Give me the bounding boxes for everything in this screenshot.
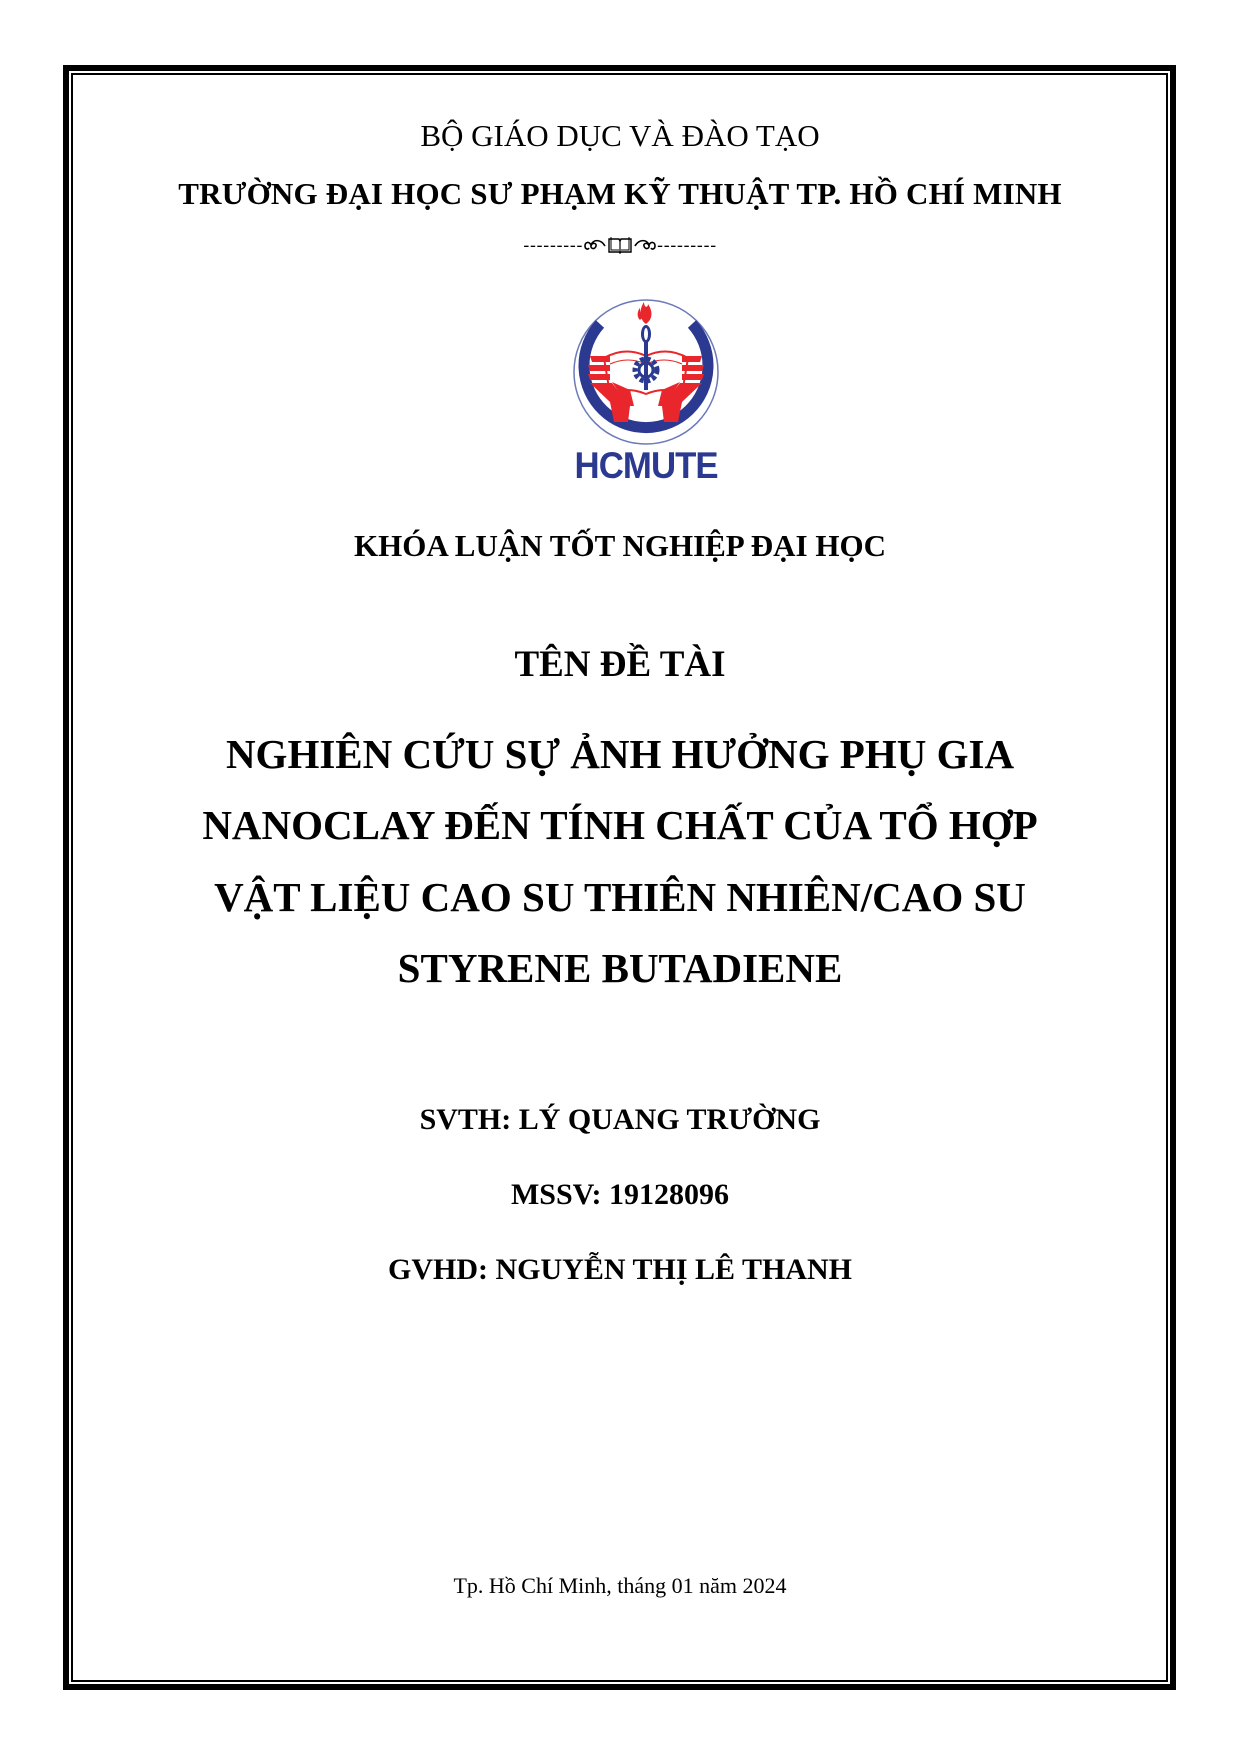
topic-heading: TÊN ĐỀ TÀI: [514, 644, 726, 685]
ornamental-divider: [0, 236, 1240, 256]
thesis-title-line: NGHIÊN CỨU SỰ ẢNH HƯỞNG PHỤ GIA: [225, 731, 1015, 777]
supervisor-name: GVHD: NGUYỄN THỊ LÊ THANH: [388, 1253, 852, 1286]
university-logo: [570, 294, 722, 490]
open-book-icon: [607, 236, 633, 256]
ministry-name: BỘ GIÁO DỤC VÀ ĐÀO TẠO: [420, 118, 820, 153]
place-and-date: Tp. Hồ Chí Minh, tháng 01 năm 2024: [453, 1573, 787, 1598]
floral-ornament-left-icon: [583, 236, 607, 256]
floral-ornament-right-icon: [633, 236, 657, 256]
student-id: MSSV: 19128096: [510, 1178, 730, 1211]
student-name: SVTH: LÝ QUANG TRƯỜNG: [419, 1103, 821, 1136]
divider-dashes-left: ---------: [523, 236, 583, 256]
logo-wordmark: HCMUTE: [574, 445, 718, 486]
thesis-title-line: STYRENE BUTADIENE: [397, 945, 843, 991]
divider-dashes-right: ---------: [657, 236, 717, 256]
university-name: TRƯỜNG ĐẠI HỌC SƯ PHẠM KỸ THUẬT TP. HỒ CHÍ MINH: [178, 176, 1062, 211]
thesis-type: KHÓA LUẬN TỐT NGHIỆP ĐẠI HỌC: [354, 528, 886, 563]
hcmute-emblem-icon: [570, 294, 722, 446]
thesis-title-line: NANOCLAY ĐẾN TÍNH CHẤT CỦA TỔ HỢP: [202, 802, 1038, 848]
thesis-title-line: VẬT LIỆU CAO SU THIÊN NHIÊN/CAO SU: [214, 874, 1026, 920]
